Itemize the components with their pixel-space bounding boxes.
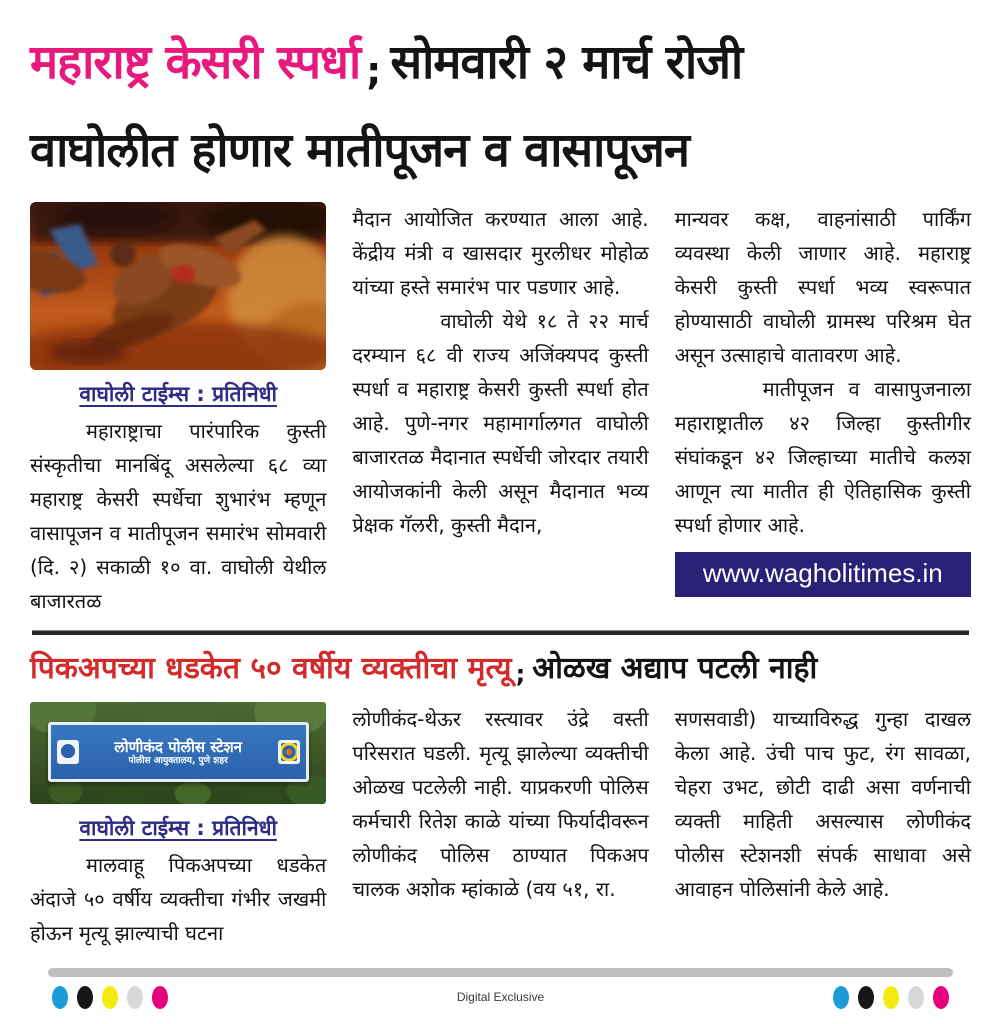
article1-body bbox=[30, 202, 971, 618]
police-sign-subtitle: पोलीस आयुक्तालय, पुणे शहर bbox=[128, 755, 228, 766]
article1-column1 bbox=[30, 202, 326, 618]
article2-col1-paragraph: मालवाहू पिकअपच्या धडकेत अंदाजे ५० वर्षीय व्यक्तीचा गंभीर जखमी होऊन मृत्यू झाल्याची घटना bbox=[30, 853, 327, 945]
police-station-photo bbox=[30, 702, 326, 804]
police-station-sign bbox=[48, 722, 309, 781]
article1-col2-paragraph2: वाघोली येथे १८ ते २२ मार्च दरम्यान ६८ वी राज्य अजिंक्यपद कुस्ती स्पर्धा व महाराष्ट्र केसरी कुस्ती स्पर्धा होत आहे. पुणे-नगर महामार्गालगत वाघोली बाजारतळ मैदानात स्पर्धेची जोरदार तयारी आयोजकांनी केली असून मैदानात भव्य प्रेक्षक गॅलरी, कुस्ती मैदान, bbox=[352, 309, 649, 537]
headline2-separator: ; bbox=[515, 660, 526, 688]
registration-dot bbox=[833, 986, 849, 1009]
registration-marks-left bbox=[52, 986, 168, 1009]
article1-col3-paragraph1: मान्यवर कक्ष, वाहनांसाठी पार्किंग व्यवस्था केली जाणार आहे. महाराष्ट्र केसरी कुस्ती स्पर्धा भव्य स्वरूपात होण्यासाठी वाघोली ग्रामस्थ परिश्रम घेत असून उत्साहाचे वातावरण आहे. bbox=[674, 207, 971, 367]
article2-headline-accent: पिकअपच्या धडकेत ५० वर्षीय व्यक्तीचा मृत्यू bbox=[30, 651, 512, 686]
footer-rule bbox=[48, 968, 953, 977]
registration-dot bbox=[858, 986, 874, 1009]
registration-dot bbox=[102, 986, 118, 1009]
police-sign-title: लोणीकंद पोलीस स्टेशन bbox=[114, 737, 243, 756]
registration-marks-right bbox=[833, 986, 949, 1009]
registration-dot bbox=[127, 986, 143, 1009]
website-banner[interactable]: www.wagholitimes.in bbox=[675, 552, 971, 597]
headline1-separator: ; bbox=[366, 49, 381, 93]
registration-dot bbox=[883, 986, 899, 1009]
article1-column3 bbox=[675, 202, 971, 618]
wrestling-photo-scene bbox=[30, 202, 326, 370]
footer-label: Digital Exclusive bbox=[456, 990, 545, 1004]
page-footer bbox=[0, 962, 1001, 1024]
article1-col1-paragraph: महाराष्ट्राचा पारंपारिक कुस्ती संस्कृतीचा मानबिंदू असलेल्या ६८ व्या महाराष्ट्र केसरी स्पर्धेचा शुभारंभ म्हणून वासापूजन व मातीपूजन समारंभ सोमवारी (दि. २) सकाळी १० वा. वाघोली येथील बाजारतळ bbox=[30, 419, 327, 613]
article1-headline-accent: महाराष्ट्र केसरी स्पर्धा bbox=[30, 35, 361, 90]
registration-dot bbox=[908, 986, 924, 1009]
article1-column2 bbox=[352, 202, 648, 618]
article2-headline bbox=[30, 645, 971, 694]
article2-byline: वाघोली टाईम्स : प्रतिनिधी bbox=[79, 816, 277, 840]
pune-police-logo-icon bbox=[278, 740, 300, 764]
section-divider bbox=[32, 630, 969, 635]
registration-dot bbox=[77, 986, 93, 1009]
article2-col3-paragraph: सणसवाडी) याच्याविरुद्ध गुन्हा दाखल केला आहे. उंची पाच फुट, रंग सावळा, चेहरा उभट, छोटी दाढी असा वर्णनाची व्यक्ती माहिती असल्यास लोणीकंद पोलीस स्टेशनशी संपर्क साधावा असे आवाहन पोलिसांनी केले आहे. bbox=[674, 707, 971, 901]
article1-byline: वाघोली टाईम्स : प्रतिनिधी bbox=[79, 382, 277, 406]
article1-headline-rest: सोमवारी २ मार्च रोजी bbox=[390, 35, 743, 90]
article1-headline-line2: वाघोलीत होणार मातीपूजन व वासापूजन bbox=[30, 123, 689, 178]
article1-col3-paragraph2: मातीपूजन व वासापुजनाला महाराष्ट्रातील ४२ जिल्हा कुस्तीगीर संघांकडून ४२ जिल्हाच्या मातीचे कलश आणून त्या मातीत ही ऐतिहासिक कुस्ती स्पर्धा होणार आहे. bbox=[674, 377, 971, 537]
wrestling-photo bbox=[30, 202, 326, 370]
article2-column2 bbox=[352, 702, 648, 950]
article1-col2-paragraph1: मैदान आयोजित करण्यात आला आहे. केंद्रीय मंत्री व खासदार मुरलीधर मोहोळ यांच्या हस्ते समारंभ पार पडणार आहे. bbox=[352, 207, 649, 299]
article1-headline bbox=[30, 20, 971, 194]
registration-dot bbox=[52, 986, 68, 1009]
police-emblem-icon bbox=[57, 740, 79, 764]
registration-dot bbox=[152, 986, 168, 1009]
article2-column3 bbox=[675, 702, 971, 950]
article2-headline-rest: ओळख अद्याप पटली नाही bbox=[532, 651, 818, 686]
article2-body bbox=[30, 702, 971, 950]
article1-headline-line1 bbox=[30, 20, 971, 108]
article2-column1 bbox=[30, 702, 326, 950]
registration-dot bbox=[933, 986, 949, 1009]
article2-col2-paragraph: लोणीकंद-थेऊर रस्त्यावर उंद्रे वस्ती परिसरात घडली. मृत्यू झालेल्या व्यक्तीची ओळख पटलेली नाही. याप्रकरणी पोलिस कर्मचारी रितेश काळे यांच्या फिर्यादीवरून लोणीकंद पोलिस ठाण्यात पिकअप चालक अशोक म्हांकाळे (वय ५१, रा. bbox=[352, 707, 649, 901]
